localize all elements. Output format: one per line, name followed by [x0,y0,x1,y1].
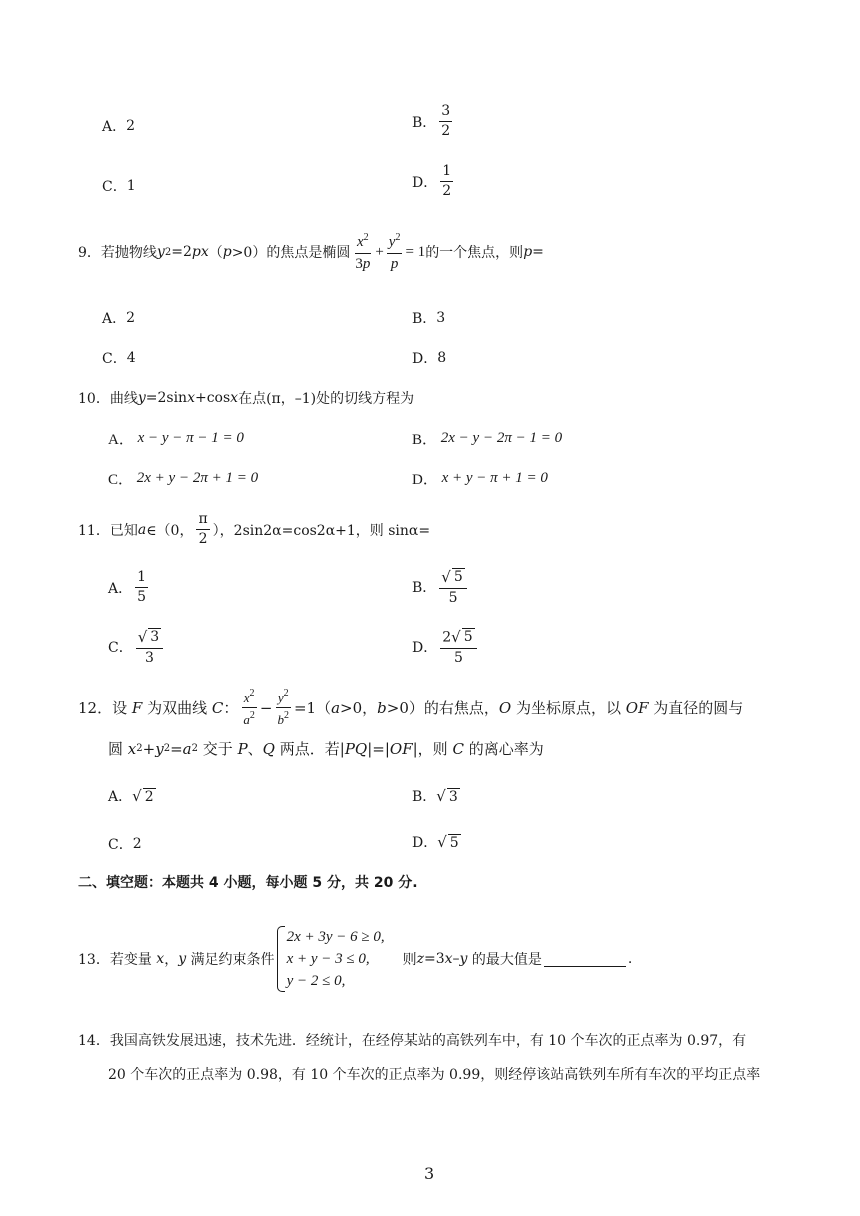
question-12-stem-line1: 12． 设 F 为双曲线 C ： $\frac{x^2}{a^2}$ − $\frac{y^2}{b^2}$ =1（ a >0， b >0）的右焦点， O 为坐标原点，以 OF 为直径的圆与 [78,688,744,728]
prev-option-c: C． 1 [102,178,136,195]
question-13-stem: 13． 若变量 x ， y 满足约束条件 2x + 3y − 6 ≥ 0, x + y − 3 ≤ 0, y − 2 ≤ 0, 则 z =3 x – y 的最大值是 . [78,926,632,992]
q9-option-c: C． 4 [102,350,136,367]
sqrt: √ 2 [132,787,154,806]
q12-option-a: A． √ 2 [108,787,154,806]
answer-blank[interactable] [544,952,626,967]
ellipse-fraction-x: $\frac{x^2}{3p}$ [355,232,371,272]
q10-option-d: D． x + y − π + 1 = 0 [412,470,548,488]
prev-option-b: B． $\frac{3}{2}$ [412,103,451,140]
page-number: 3 [424,1164,435,1183]
section-2-heading: 二、填空题：本题共 4 小题，每小题 5 分，共 20 分. [78,875,418,891]
q11-option-d: D． 2 √ 5 5 [412,628,480,666]
q11-option-a: A． $\frac{1}{5}$ [108,569,147,606]
pi-over-2-fraction: $\frac{\pi}{2}$ [198,511,208,548]
fraction: $\frac{1}{5}$ [137,569,147,606]
constraint-2: x + y − 3 ≤ 0, [286,951,370,967]
question-14-line1: 14．我国高铁发展迅速，技术先进．经统计，在经停某站的高铁列车中，有 10 个车次的正点率为 0.97，有 [78,1033,747,1049]
ellipse-fraction-y: $\frac{y^2}{p}$ [388,232,401,272]
sqrt: √ 3 [436,787,458,806]
q11-option-b: B． √ 5 5 [412,568,470,606]
q12-option-d: D． √ 5 [412,833,459,852]
hyperbola-fraction-y: $\frac{y^2}{b^2}$ [277,688,289,728]
fraction: √ 5 5 [439,568,466,606]
q10-option-c: C． 2x + y − 2π + 1 = 0 [108,470,259,488]
constraint-1: 2x + 3y − 6 ≥ 0, [286,929,385,945]
constraint-3: y − 2 ≤ 0, [286,973,346,989]
sqrt: √ 5 [437,833,459,852]
q10-option-a: A． x − y − π − 1 = 0 [108,430,244,448]
fraction: $\frac{1}{2}$ [442,163,452,200]
q11-option-c: C． √ 3 3 [108,628,166,666]
fraction: $\frac{3}{2}$ [441,103,451,140]
hyperbola-fraction-x: $\frac{x^2}{a^2}$ [243,688,255,728]
q9-option-d: D． 8 [412,350,447,367]
fraction: √ 3 3 [136,628,163,666]
q12-option-c: C． 2 [108,836,142,853]
q10-option-b: B． 2x − y − 2π − 1 = 0 [412,430,563,448]
prev-option-d: D． $\frac{1}{2}$ [412,163,452,200]
q9-option-a: A． 2 [102,310,136,327]
question-10-stem: 10． 曲线 y =2sin x +cos x 在点(π，–1)处的切线方程为 [78,390,415,407]
question-12-stem-line2: 圆 x 2 + y 2 = a 2 交于 P 、 Q 两点．若| PQ |=| OF |，则 C 的离心率为 [108,739,544,758]
question-11-stem: 11． 已知 a ∈（0， $\frac{\pi}{2}$ ），2sin2α=cos2α+1，则 sinα= [78,511,431,548]
question-9-stem: 9． 若抛物线 y 2 =2 px （ p >0）的焦点是椭圆 $\frac{x^2}{3p}$ + $\frac{y^2}{p}$ = 1 的一个焦点，则 p = [78,232,544,272]
question-14-line2: 20 个车次的正点率为 0.98，有 10 个车次的正点率为 0.99，则经停该站高铁列车所有车次的平均正点率 [108,1067,761,1083]
q9-option-b: B． 3 [412,310,446,327]
q12-option-b: B． √ 3 [412,787,458,806]
fraction: 2 √ 5 5 [440,628,476,666]
prev-option-a: A． 2 [102,118,136,135]
constraint-system [277,926,385,992]
